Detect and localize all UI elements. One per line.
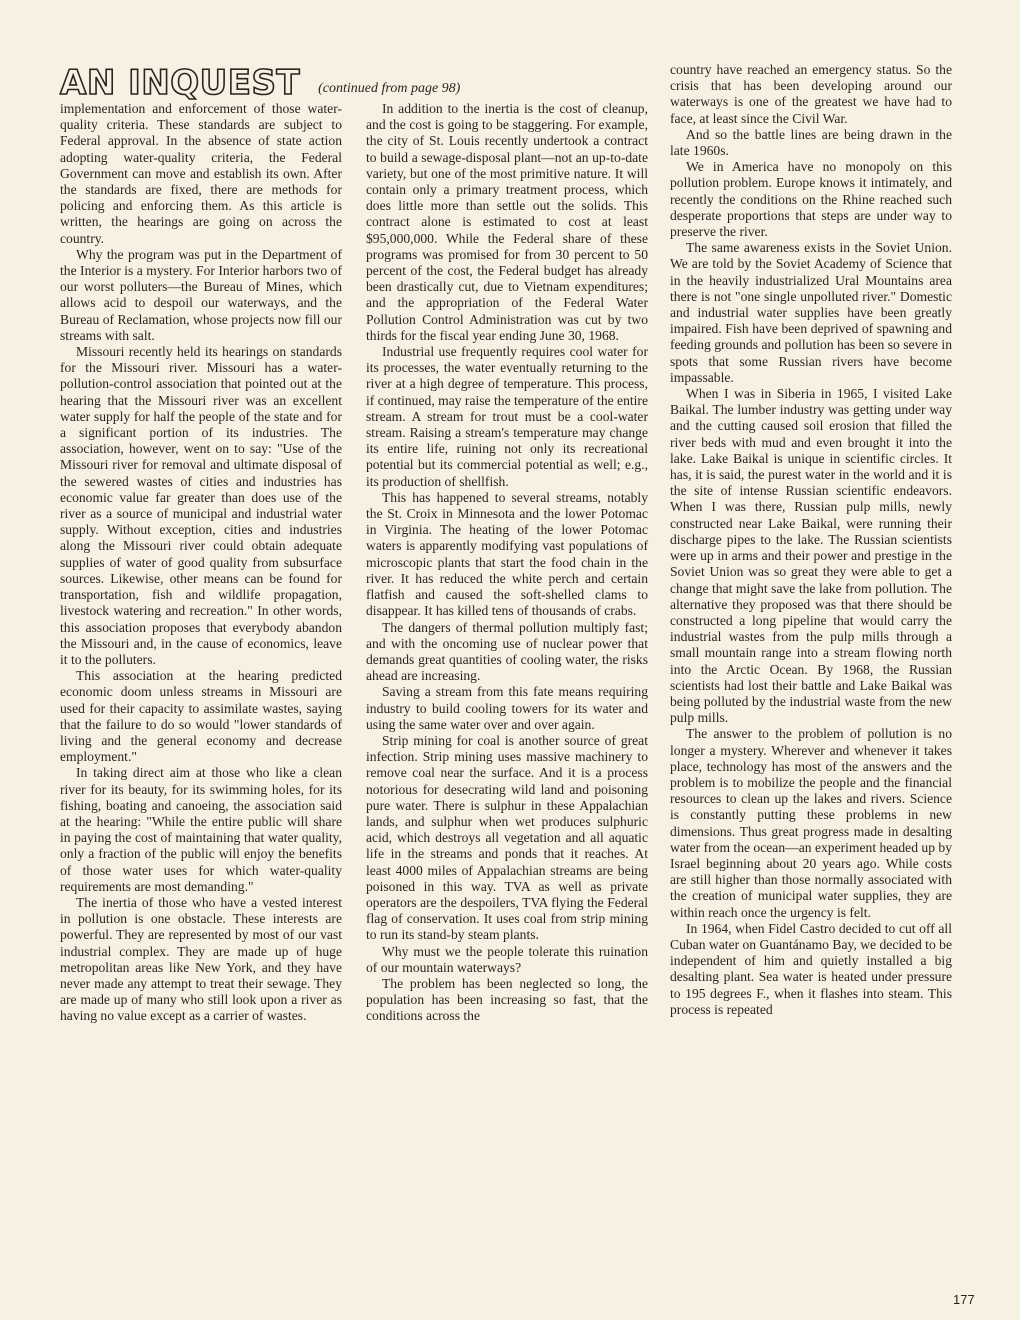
article-header bbox=[60, 60, 660, 103]
paragraph: And so the battle lines are being drawn in the late 1960s. bbox=[670, 126, 952, 159]
paragraph: The problem has been neglected so long, the population has been increasing so fast, that the conditions across the bbox=[366, 975, 648, 1024]
paragraph: When I was in Siberia in 1965, I visited Lake Baikal. The lumber industry was getting under way and the cutting caused soil erosion that filled the river beds with mud and even brought it into the lake. Lake Baikal is unique in scientific circles. It has, it is said, the purest water in the world and it is the site of intense Russian scientific endeavors. When I was there, Russian pulp mills, newly constructed near Lake Baikal, were running their discharge pipes to the lake. The Russian scientists were up in arms and their power and prestige in the Soviet Union was so great they were able to get a change that might save the lake from pollution. The alternative they proposed was that there should be constructed a long pipeline that would carry the industrial wastes from the pulp mills through a small mountain range into a stream flowing north into the Arctic Ocean. By 1968, the Russian scientists had lost their battle and Lake Baikal was being polluted by the industrial waste from the new pulp mills. bbox=[670, 386, 952, 726]
paragraph: The answer to the problem of pollution is no longer a mystery. Wherever and whenever it takes place, technology has most of the answers and the problem is to mobilize the people and the financial resources to clean up the lakes and rivers. Science is constantly putting these problems in new dimensions. Thus great progress made in desalting water from the ocean—an experiment headed up by Israel beginning about 20 years ago. While costs are still higher than those normally associated with the creation of municipal water supplies, they are within reach once the urgency is felt. bbox=[670, 726, 952, 920]
paragraph: This association at the hearing predicted economic doom unless streams in Missouri are used for their capacity to assimilate wastes, saying that the failure to do so would "lower standards of living and the general economy and decrease employment." bbox=[60, 668, 342, 765]
paragraph: The same awareness exists in the Soviet Union. We are told by the Soviet Academy of Science that in the heavily industrialized Ural Mountains area there is not "one single unpolluted river." Domestic and industrial water supplies have been greatly impaired. Fish have been deprived of spawning and feeding grounds and pollution has been so severe in spots that some Russian rivers have become impassable. bbox=[670, 240, 952, 385]
paragraph: Why the program was put in the Department of the Interior is a mystery. For Interior harbors two of our worst polluters—the Bureau of Mines, which allows acid to despoil our waterways, and the Bureau of Reclamation, whose projects now fill our streams with salt. bbox=[60, 246, 342, 343]
paragraph: Why must we the people tolerate this ruination of our mountain waterways? bbox=[366, 943, 648, 975]
paragraph: country have reached an emergency status. So the crisis that has been developing around our waterways is one of the greatest we have had to face, at least since the Civil War. bbox=[670, 62, 952, 126]
continued-note: (continued from page 98) bbox=[318, 81, 461, 96]
paragraph: implementation and enforcement of those water-quality criteria. These standards are subject to Federal approval. In the absence of state action adopting water-quality criteria, the Federal Government can move and establish its own. After the standards are fixed, there are methods for policing and enforcing them. As this article is written, the hearings are going on across the country. bbox=[60, 101, 342, 246]
paragraph: In 1964, when Fidel Castro decided to cut off all Cuban water on Guantánamo Bay, we decided to be independent of him and quietly installed a big desalting plant. Sea water is heated under pressure to 195 degrees F., when it flashes into steam. This process is repeated bbox=[670, 920, 952, 1017]
page-number: 177 bbox=[953, 1292, 975, 1307]
paragraph: In addition to the inertia is the cost of cleanup, and the cost is going to be staggering. For example, the city of St. Louis recently undertook a contract to build a sewage-disposal plant—not an up-to-date variety, but one of the most primitive nature. It will contain only a primary treatment process, which does little more than settle out the solids. This contract alone is estimated to cost at least $95,000,000. While the Federal share of these programs was promised for from 30 percent to 50 percent of the cost, the Federal budget has already been drastically cut, due to Vietnam expenditures; and the appropriation of the Federal Water Pollution Control Administration was cut by two thirds for the fiscal year ending June 30, 1968. bbox=[366, 101, 648, 343]
text-column-1 bbox=[60, 101, 342, 1025]
paragraph: The inertia of those who have a vested interest in pollution is one obstacle. These interests are powerful. They are represented by most of our vast industrial complex. They are made up of huge metropolitan areas like New York, and they have never made any attempt to treat their sewage. They are made up of many who still look upon a river as having no value except as a carrier of wastes. bbox=[60, 894, 342, 1024]
paragraph: In taking direct aim at those who like a clean river for its beauty, for its swimming holes, for its fishing, boating and canoeing, the association said at the hearing: "While the entire public will share in paying the cost of maintaining that water quality, only a fraction of the public will enjoy the benefits of those water uses for which water-quality requirements are most demanding." bbox=[60, 765, 342, 894]
paragraph: Strip mining for coal is another source of great infection. Strip mining uses massive machinery to remove coal near the surface. And it is a process notorious for desecrating wild land and poisoning pure water. There is sulphur in these Appalachian lands, and sulphur when wet produces sulphuric acid, which destroys all vegetation and all aquatic life in the streams and ponds that it reaches. At least 4000 miles of Appalachian streams are being poisoned in this way. TVA as well as private operators are the despoilers, TVA flying the Federal flag of conservation. It uses coal from strip mining to run its stand-by steam plants. bbox=[366, 732, 648, 943]
paragraph: Missouri recently held its hearings on standards for the Missouri river. Missouri has a water-pollution-control association that pointed out at the hearing that the Missouri river was an excellent water supply for half the people of the state and for a significant portion of its industries. The association, however, went on to say: "Use of the Missouri river for removal and ultimate disposal of the sewered wastes of cities and industries has economic value far greater than does use of the river as a source of municipal and industrial water supply. Without exception, cities and industries along the Missouri river could obtain adequate supplies of water of good quality from subsurface sources. Likewise, other means can be found for transportation, fish and wildlife propagation, livestock watering and recreation." In other words, this association proposes that everybody abandon the Missouri and, in the cause of economics, leave it to the polluters. bbox=[60, 344, 342, 667]
paragraph: Industrial use frequently requires cool water for its processes, the water eventually returning to the river at a high degree of temperature. This process, if continued, may raise the temperature of the entire stream. A stream for trout must be a cool-water stream. Raising a stream's temperature may change its entire life, ruining not only its recreational potential but its commercial potential as well; e.g., its production of shellfish. bbox=[366, 344, 648, 489]
paragraph: Saving a stream from this fate means requiring industry to build cooling towers for its water and using the same water over and over again. bbox=[366, 684, 648, 732]
article-title: AN INQUEST bbox=[60, 63, 301, 103]
paragraph: We in America have no monopoly on this pollution problem. Europe knows it intimately, and recently the conditions on the Rhine reached such desperate proportions that steps are under way to preserve the river. bbox=[670, 159, 952, 240]
paragraph: This has happened to several streams, notably the St. Croix in Minnesota and the lower Potomac in Virginia. The heating of the lower Potomac waters is apparently modifying vast populations of microscopic plants that start the food chain in the river. It has reduced the white perch and certain flatfish and caused the soft-shelled clams to disappear. It has killed tens of thousands of crabs. bbox=[366, 489, 648, 619]
paragraph: The dangers of thermal pollution multiply fast; and with the oncoming use of nuclear power that demands great quantities of cooling water, the risks ahead are increasing. bbox=[366, 619, 648, 684]
text-column-2 bbox=[366, 101, 648, 1025]
text-column-3 bbox=[670, 62, 952, 1018]
